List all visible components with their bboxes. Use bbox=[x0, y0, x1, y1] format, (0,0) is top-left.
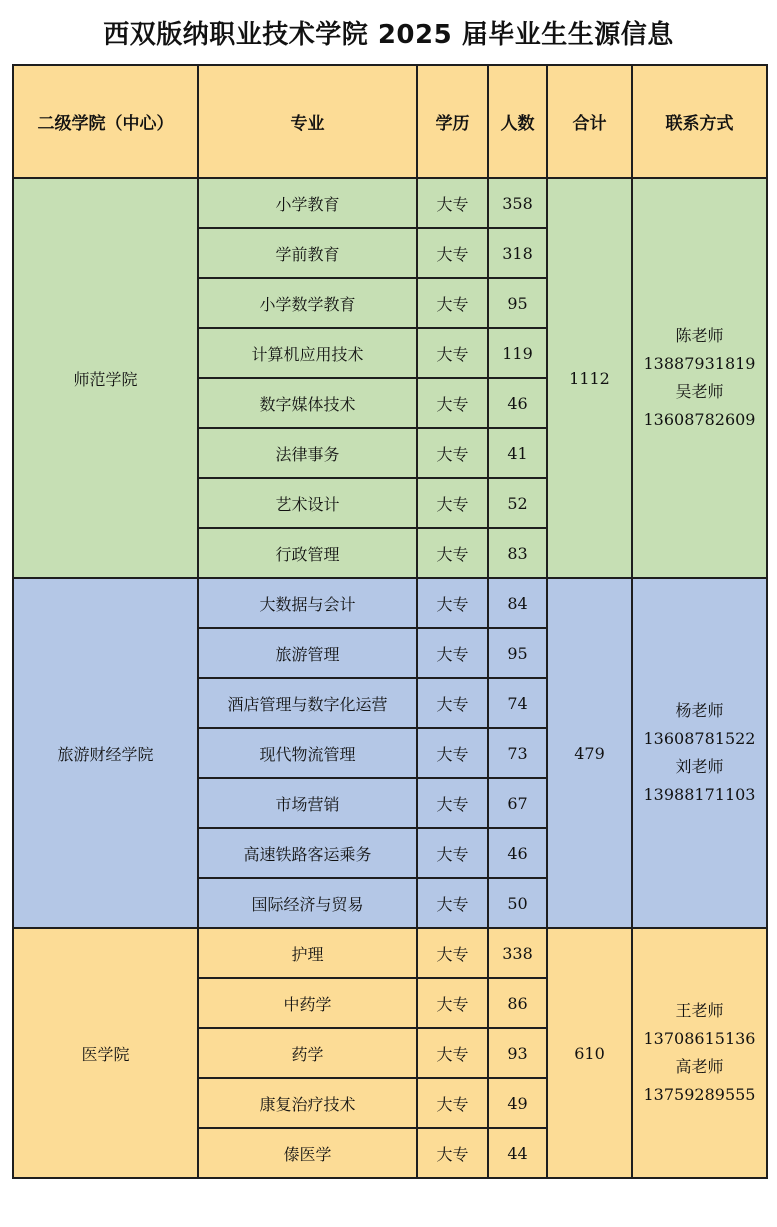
count-cell: 84 bbox=[488, 578, 547, 628]
education-cell: 大专 bbox=[417, 228, 488, 278]
major-cell: 大数据与会计 bbox=[198, 578, 417, 628]
education-cell: 大专 bbox=[417, 1028, 488, 1078]
count-cell: 74 bbox=[488, 678, 547, 728]
count-cell: 318 bbox=[488, 228, 547, 278]
major-cell: 药学 bbox=[198, 1028, 417, 1078]
education-cell: 大专 bbox=[417, 478, 488, 528]
total-cell: 479 bbox=[547, 578, 632, 928]
contact-name: 刘老师 bbox=[675, 757, 724, 776]
header-education: 学历 bbox=[417, 65, 488, 178]
education-cell: 大专 bbox=[417, 428, 488, 478]
major-cell: 学前教育 bbox=[198, 228, 417, 278]
count-cell: 338 bbox=[488, 928, 547, 978]
major-cell: 旅游管理 bbox=[198, 628, 417, 678]
contact-phone: 13988171103 bbox=[643, 785, 756, 804]
header-college: 二级学院（中心） bbox=[13, 65, 198, 178]
major-cell: 行政管理 bbox=[198, 528, 417, 578]
major-cell: 现代物流管理 bbox=[198, 728, 417, 778]
contact-name: 杨老师 bbox=[675, 701, 724, 720]
major-cell: 计算机应用技术 bbox=[198, 328, 417, 378]
education-cell: 大专 bbox=[417, 178, 488, 228]
education-cell: 大专 bbox=[417, 978, 488, 1028]
major-cell: 傣医学 bbox=[198, 1128, 417, 1178]
contact-name: 吴老师 bbox=[675, 382, 724, 401]
major-cell: 数字媒体技术 bbox=[198, 378, 417, 428]
education-cell: 大专 bbox=[417, 328, 488, 378]
contact-phone: 13608782609 bbox=[643, 410, 756, 429]
count-cell: 41 bbox=[488, 428, 547, 478]
contact-phone: 13887931819 bbox=[643, 354, 756, 373]
education-cell: 大专 bbox=[417, 1078, 488, 1128]
education-cell: 大专 bbox=[417, 728, 488, 778]
contact-name: 王老师 bbox=[675, 1001, 724, 1020]
count-cell: 44 bbox=[488, 1128, 547, 1178]
count-cell: 95 bbox=[488, 628, 547, 678]
education-cell: 大专 bbox=[417, 878, 488, 928]
education-cell: 大专 bbox=[417, 1128, 488, 1178]
college-cell: 师范学院 bbox=[13, 178, 198, 578]
contact-phone: 13608781522 bbox=[643, 729, 756, 748]
major-cell: 酒店管理与数字化运营 bbox=[198, 678, 417, 728]
header-contact: 联系方式 bbox=[632, 65, 767, 178]
major-cell: 小学教育 bbox=[198, 178, 417, 228]
count-cell: 93 bbox=[488, 1028, 547, 1078]
table-body bbox=[13, 178, 767, 1178]
count-cell: 83 bbox=[488, 528, 547, 578]
table-row bbox=[13, 578, 767, 628]
count-cell: 73 bbox=[488, 728, 547, 778]
count-cell: 95 bbox=[488, 278, 547, 328]
graduate-source-table bbox=[12, 64, 768, 1179]
major-cell: 高速铁路客运乘务 bbox=[198, 828, 417, 878]
contact-name: 高老师 bbox=[675, 1057, 724, 1076]
contact-phone: 13759289555 bbox=[643, 1085, 756, 1104]
count-cell: 46 bbox=[488, 378, 547, 428]
header-major: 专业 bbox=[198, 65, 417, 178]
major-cell: 康复治疗技术 bbox=[198, 1078, 417, 1128]
major-cell: 小学数学教育 bbox=[198, 278, 417, 328]
education-cell: 大专 bbox=[417, 928, 488, 978]
total-cell: 610 bbox=[547, 928, 632, 1178]
count-cell: 50 bbox=[488, 878, 547, 928]
major-cell: 中药学 bbox=[198, 978, 417, 1028]
table-header-row bbox=[13, 65, 767, 178]
count-cell: 49 bbox=[488, 1078, 547, 1128]
major-cell: 国际经济与贸易 bbox=[198, 878, 417, 928]
education-cell: 大专 bbox=[417, 528, 488, 578]
education-cell: 大专 bbox=[417, 278, 488, 328]
college-cell: 医学院 bbox=[13, 928, 198, 1178]
education-cell: 大专 bbox=[417, 778, 488, 828]
contact-cell bbox=[632, 928, 767, 1178]
count-cell: 52 bbox=[488, 478, 547, 528]
count-cell: 358 bbox=[488, 178, 547, 228]
table-row bbox=[13, 178, 767, 228]
page-title: 西双版纳职业技术学院 2025 届毕业生生源信息 bbox=[103, 20, 674, 50]
contact-phone: 13708615136 bbox=[643, 1029, 756, 1048]
education-cell: 大专 bbox=[417, 628, 488, 678]
table-row bbox=[13, 928, 767, 978]
education-cell: 大专 bbox=[417, 378, 488, 428]
header-total: 合计 bbox=[547, 65, 632, 178]
major-cell: 法律事务 bbox=[198, 428, 417, 478]
contact-cell bbox=[632, 178, 767, 578]
count-cell: 67 bbox=[488, 778, 547, 828]
education-cell: 大专 bbox=[417, 828, 488, 878]
major-cell: 艺术设计 bbox=[198, 478, 417, 528]
major-cell: 市场营销 bbox=[198, 778, 417, 828]
education-cell: 大专 bbox=[417, 578, 488, 628]
education-cell: 大专 bbox=[417, 678, 488, 728]
total-cell: 1112 bbox=[547, 178, 632, 578]
college-cell: 旅游财经学院 bbox=[13, 578, 198, 928]
count-cell: 46 bbox=[488, 828, 547, 878]
count-cell: 119 bbox=[488, 328, 547, 378]
contact-name: 陈老师 bbox=[675, 326, 724, 345]
header-count: 人数 bbox=[488, 65, 547, 178]
contact-cell bbox=[632, 578, 767, 928]
major-cell: 护理 bbox=[198, 928, 417, 978]
count-cell: 86 bbox=[488, 978, 547, 1028]
